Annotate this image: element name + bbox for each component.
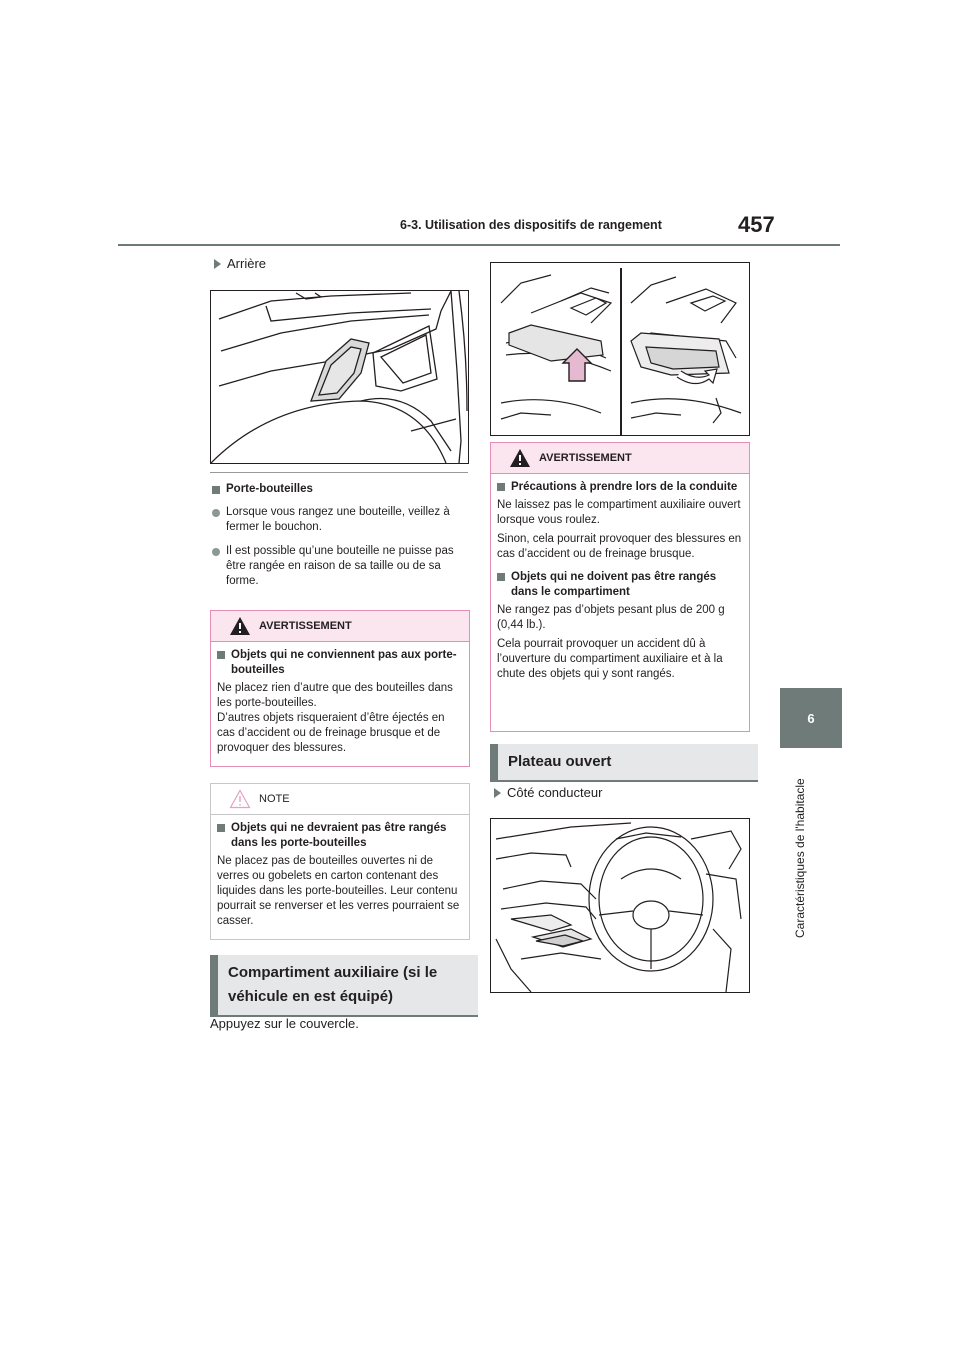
list-item xyxy=(212,505,467,535)
warning-triangle-icon xyxy=(509,448,531,468)
bullet-text: Il est possible qu’une bouteille ne puisse pas être rangée en raison de sa taille ou de sa forme. xyxy=(226,545,454,587)
subhead-driver-label: Côté conducteur xyxy=(507,785,603,800)
triangle-bullet-icon xyxy=(214,259,221,269)
warning-label: AVERTISSEMENT xyxy=(539,452,632,464)
warning-header xyxy=(491,443,749,474)
square-bullet-icon xyxy=(217,651,225,659)
warning-label: AVERTISSEMENT xyxy=(259,620,352,632)
note-box xyxy=(210,783,470,940)
section-title: 6-3. Utilisation des dispositifs de rangement xyxy=(400,218,662,232)
dot-bullet-icon xyxy=(212,548,220,556)
warning-paragraph: Sinon, cela pourrait provoquer des blessures en cas d’accident ou de freinage brusque. xyxy=(497,533,742,560)
warning-box xyxy=(490,442,750,732)
header-rule xyxy=(118,244,840,246)
note-paragraph: Ne placez pas de bouteilles ouvertes ni de verres ou gobelets en carton contenant des liquides dans les porte-bouteilles. Leur contenu pourrait se renverser et les verres pourraient se casser. xyxy=(217,855,460,927)
chapter-title-vertical xyxy=(773,760,807,938)
warning-heading-text: Objets qui ne doivent pas être rangés dans le compartiment xyxy=(511,571,717,598)
warning-paragraph: Ne placez rien d’autre que des bouteilles dans les porte-bouteilles. xyxy=(217,682,453,709)
divider xyxy=(210,472,468,473)
warning-header xyxy=(211,611,469,642)
aux-compartment-illustration xyxy=(490,262,750,436)
note-heading-text: Objets qui ne devraient pas être rangés dans les porte-bouteilles xyxy=(231,822,447,849)
warning-box xyxy=(210,610,470,767)
chapter-title: Caractéristiques de l'habitacle xyxy=(793,778,807,938)
note-header xyxy=(211,784,469,815)
note-heading xyxy=(217,821,463,851)
chapter-number: 6 xyxy=(807,710,815,726)
warning-paragraph: D’autres objets risqueraient d’être éjectés en cas d’accident ou de freinage brusque et de provoquer des blessures. xyxy=(217,712,445,754)
section-heading-tray: Plateau ouvert xyxy=(490,744,758,782)
warning-paragraph: Ne rangez pas d’objets pesant plus de 200 g (0,44 lb.). xyxy=(497,604,725,631)
square-bullet-icon xyxy=(217,824,225,832)
warning-heading-text: Précautions à prendre lors de la conduite xyxy=(511,481,738,493)
square-bullet-icon xyxy=(212,486,220,494)
subhead-rear xyxy=(214,256,266,271)
note-label: NOTE xyxy=(259,793,290,805)
warning-paragraph: Cela pourrait provoquer un accident dû à l’ouverture du compartiment auxiliaire et à la chute des objets qui y sont rangés. xyxy=(497,638,723,680)
square-bullet-icon xyxy=(497,483,505,491)
bottle-holder-heading xyxy=(212,483,313,495)
warning-heading xyxy=(497,480,743,495)
list-item xyxy=(212,544,467,589)
triangle-bullet-icon xyxy=(494,788,501,798)
warning-heading-text: Objets qui ne conviennent pas aux porte-bouteilles xyxy=(231,649,457,676)
press-cover-instruction: Appuyez sur le couvercle. xyxy=(210,1016,359,1031)
warning-heading xyxy=(497,570,743,600)
subhead-driver xyxy=(494,785,602,800)
warning-heading xyxy=(217,648,463,678)
warning-paragraph: Ne laissez pas le compartiment auxiliaire ouvert lorsque vous roulez. xyxy=(497,499,741,526)
page-number: 457 xyxy=(738,212,775,237)
rear-bottle-holder-illustration xyxy=(210,290,469,464)
square-bullet-icon xyxy=(497,573,505,581)
warning-triangle-icon xyxy=(229,616,251,636)
section-heading-aux: Compartiment auxiliaire (si le véhicule en est équipé) xyxy=(210,955,478,1017)
bullet-text: Lorsque vous rangez une bouteille, veillez à fermer le bouchon. xyxy=(226,506,450,533)
dot-bullet-icon xyxy=(212,509,220,517)
chapter-tab xyxy=(780,688,842,748)
subhead-rear-label: Arrière xyxy=(227,256,267,271)
caution-triangle-icon xyxy=(229,789,251,809)
bottle-holder-title: Porte-bouteilles xyxy=(226,483,313,495)
driver-side-tray-illustration xyxy=(490,818,750,993)
